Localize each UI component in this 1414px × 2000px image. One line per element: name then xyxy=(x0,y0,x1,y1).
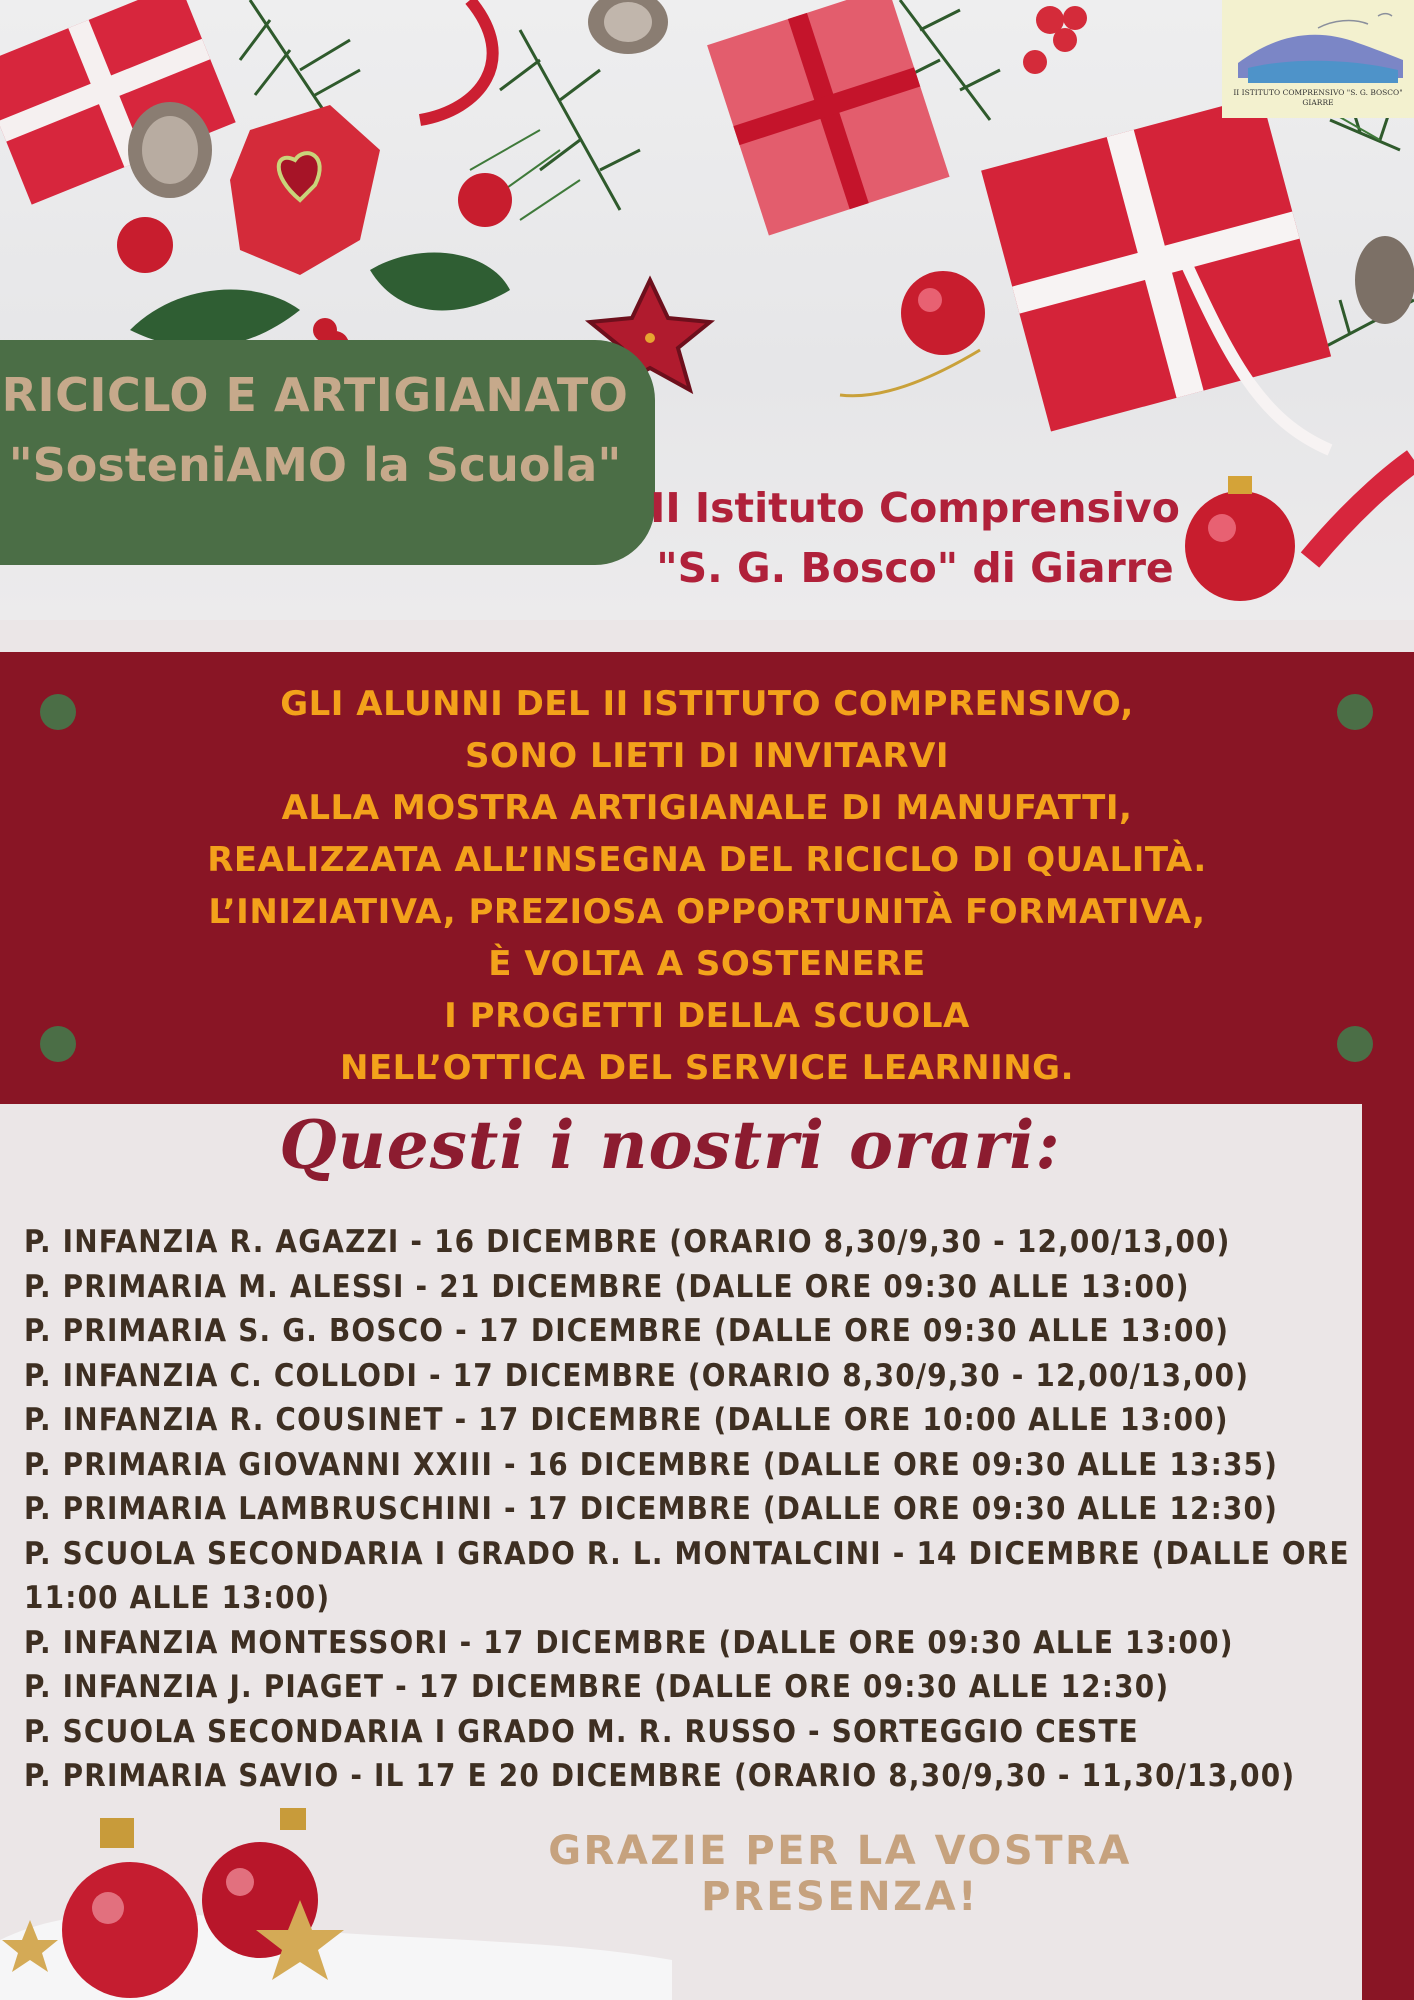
hours-item: P. PRIMARIA M. ALESSI - 21 DICEMBRE (DALLE ORE 09:30 ALLE 13:00) xyxy=(24,1268,1190,1305)
lake-mountain-logo-icon xyxy=(1228,8,1408,88)
invitation-line: SONO LIETI DI INVITARVI xyxy=(464,736,950,776)
right-side-bar xyxy=(1362,1104,1414,2000)
hours-item: P. INFANZIA C. COLLODI - 17 DICEMBRE (ORARIO 8,30/9,30 - 12,00/13,00) xyxy=(24,1357,1250,1394)
hours-item: P. PRIMARIA SAVIO - IL 17 E 20 DICEMBRE (ORARIO 8,30/9,30 - 11,30/13,00) xyxy=(24,1758,1296,1794)
invitation-line: ALLA MOSTRA ARTIGIANALE DI MANUFATTI, xyxy=(281,788,1133,828)
invitation-line: È VOLTA A SOSTENERE xyxy=(488,944,926,984)
logo-caption-line1: II ISTITUTO COMPRENSIVO "S. G. BOSCO" xyxy=(1233,88,1403,97)
hours-item: P. INFANZIA R. COUSINET - 17 DICEMBRE (DALLE ORE 10:00 ALLE 13:00) xyxy=(24,1402,1229,1438)
hours-item: P. PRIMARIA GIOVANNI XXIII - 16 DICEMBRE (DALLE ORE 09:30 ALLE 13:35) xyxy=(24,1446,1279,1483)
hours-item: P. PRIMARIA LAMBRUSCHINI - 17 DICEMBRE (DALLE ORE 09:30 ALLE 12:30) xyxy=(24,1491,1279,1527)
logo-caption xyxy=(1222,88,1414,108)
hours-item: P. SCUOLA SECONDARIA I GRADO M. R. RUSSO - SORTEGGIO CESTE xyxy=(24,1713,1139,1750)
hours-item: P. INFANZIA J. PIAGET - 17 DICEMBRE (DALLE ORE 09:30 ALLE 12:30) xyxy=(24,1669,1170,1705)
invitation-line: REALIZZATA ALL’INSEGNA DEL RICICLO DI QUALITÀ. xyxy=(207,840,1207,880)
event-subtitle: "SosteniAMO la Scuola" xyxy=(8,438,622,492)
hours-item: P. PRIMARIA S. G. BOSCO - 17 DICEMBRE (DALLE ORE 09:30 ALLE 13:00) xyxy=(24,1313,1230,1349)
school-location: "S. G. Bosco" di Giarre xyxy=(656,544,1174,592)
hours-item: P. INFANZIA MONTESSORI - 17 DICEMBRE (DALLE ORE 09:30 ALLE 13:00) xyxy=(24,1624,1234,1661)
event-title: RICICLO E ARTIGIANATO xyxy=(1,368,629,422)
school-name: II Istituto Comprensivo xyxy=(650,484,1180,532)
invitation-line: I PROGETTI DELLA SCUOLA xyxy=(444,996,970,1036)
header-banner xyxy=(0,0,1414,620)
hours-item: P. INFANZIA R. AGAZZI - 16 DICEMBRE (ORARIO 8,30/9,30 - 12,00/13,00) xyxy=(24,1224,1231,1260)
hours-item: P. SCUOLA SECONDARIA I GRADO R. L. MONTALCINI - 14 DICEMBRE (DALLE ORE 11:00 ALLE 13:00) xyxy=(24,1535,1350,1616)
invitation-line: L’INIZIATIVA, PREZIOSA OPPORTUNITÀ FORMATIVA, xyxy=(208,892,1206,932)
invitation-text xyxy=(0,678,1414,1094)
invitation-line: GLI ALUNNI DEL II ISTITUTO COMPRENSIVO, xyxy=(280,684,1134,724)
hours-heading: Questi i nostri orari: xyxy=(279,1106,1061,1184)
logo-caption-line2: GIARRE xyxy=(1302,98,1334,107)
thank-you-message: GRAZIE PER LA VOSTRA PRESENZA! xyxy=(548,1828,1132,1920)
school-logo xyxy=(1222,0,1414,118)
hours-list xyxy=(24,1220,1364,1799)
invitation-line: NELL’OTTICA DEL SERVICE LEARNING. xyxy=(339,1048,1075,1088)
